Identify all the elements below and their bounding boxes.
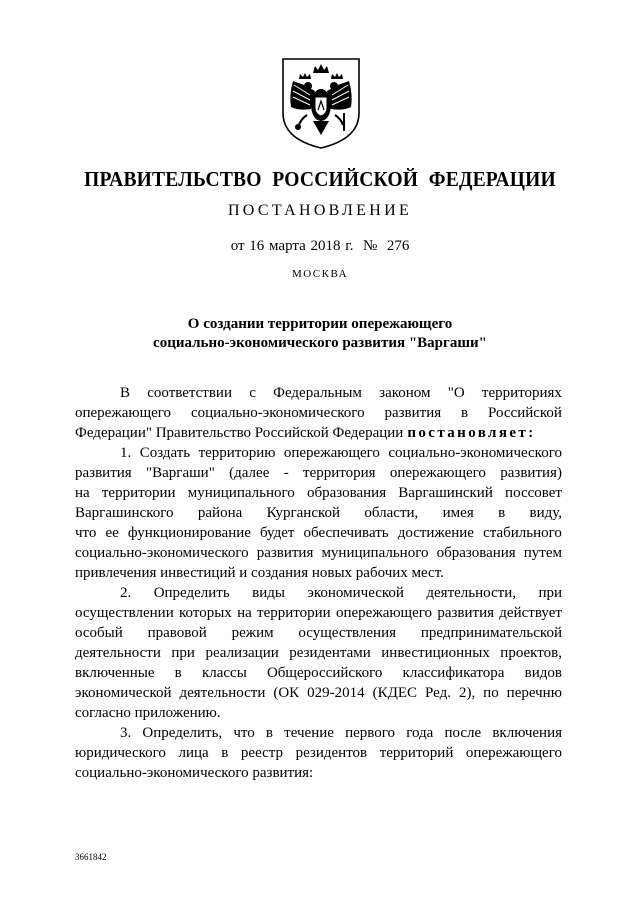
body-word: поссовет — [505, 485, 562, 501]
body-word: ее — [105, 525, 119, 541]
body-word: территории — [101, 485, 176, 501]
body-word: осуществлении — [75, 605, 174, 621]
body-word: деятельности, — [426, 585, 516, 601]
body-word: опережающего — [335, 605, 433, 621]
body-word: экономической — [75, 685, 172, 701]
body-line — [75, 383, 562, 403]
body-word: что — [75, 525, 97, 541]
body-word: В — [120, 385, 131, 401]
body-word: включения — [492, 725, 562, 741]
body-word: при — [538, 585, 562, 601]
body-word: резидентов — [295, 745, 368, 761]
body-word: в — [461, 405, 469, 421]
body-line — [75, 643, 562, 663]
body-word: Курганской — [266, 505, 341, 521]
body-word: развития — [75, 465, 132, 481]
body-line — [75, 423, 562, 443]
body-word: по — [483, 685, 499, 701]
body-word: 2), — [458, 685, 476, 701]
body-word: района — [197, 505, 243, 521]
body-text-segment: социально-экономического развития: — [75, 765, 314, 781]
body-word: путем — [523, 545, 562, 561]
body-word: соответствии — [147, 385, 232, 401]
body-word: деятельности — [179, 685, 266, 701]
body-line — [75, 503, 562, 523]
body-word: развития — [256, 545, 314, 561]
body-word: развития) — [500, 465, 562, 481]
document-city: МОСКВА — [291, 268, 349, 280]
body-word: муниципального — [321, 545, 429, 561]
body-word: функционирование — [127, 525, 251, 541]
body-word: Общероссийского — [266, 665, 383, 681]
body-word: года — [406, 725, 434, 741]
body-word: территориях — [481, 385, 562, 401]
body-word: 029-2014 — [307, 685, 365, 701]
body-line — [75, 563, 562, 583]
body-word: реестр — [240, 745, 284, 761]
body-line — [75, 623, 562, 643]
body-word: классификатора — [402, 665, 505, 681]
body-word: будет — [260, 525, 295, 541]
body-word: проектов, — [500, 645, 562, 661]
body-word: Российской — [488, 405, 562, 421]
body-line — [75, 583, 562, 603]
body-word: развития — [437, 605, 495, 621]
body-word: резидентами — [289, 645, 371, 661]
body-word: в — [498, 505, 506, 521]
body-line — [75, 523, 562, 543]
body-word: классы — [201, 665, 247, 681]
body-word: "Варгаши" — [146, 465, 215, 481]
body-word: после — [444, 725, 482, 741]
body-word: Ред. — [424, 685, 451, 701]
body-word: течение — [284, 725, 334, 741]
body-word: территория — [303, 465, 376, 481]
body-word: при — [171, 645, 195, 661]
body-word: развития — [384, 405, 442, 421]
body-word: достижение — [397, 525, 474, 541]
body-word: осуществления — [298, 625, 397, 641]
body-word: (КДЕС — [372, 685, 418, 701]
body-word: предпринимательской — [420, 625, 562, 641]
body-word: области, — [364, 505, 419, 521]
body-line — [75, 683, 562, 703]
body-word: инвестиционных — [381, 645, 490, 661]
body-word: видов — [524, 665, 562, 681]
body-word: действует — [499, 605, 562, 621]
body-word: Варгашинского — [75, 505, 174, 521]
body-word: на — [75, 485, 90, 501]
body-word: юридического — [75, 745, 166, 761]
body-word: 3. — [120, 725, 132, 741]
body-line — [75, 723, 562, 743]
subject-line-2: социально-экономического развития "Варгаши" — [153, 335, 487, 351]
body-word: особый — [75, 625, 123, 641]
body-word: Варгашинский — [398, 485, 493, 501]
body-line — [75, 403, 562, 423]
body-word: имея — [442, 505, 474, 521]
body-word: социально-экономического — [190, 405, 365, 421]
body-word: территорий — [379, 745, 454, 761]
body-line — [75, 603, 562, 623]
body-word: Создать — [139, 445, 191, 461]
document-date-number: от 16 марта 2018 г. № 276 — [230, 238, 410, 254]
body-word: образования — [306, 485, 387, 501]
body-word: опережающего — [465, 745, 562, 761]
body-word: Федеральным — [273, 385, 362, 401]
body-word: "О — [447, 385, 465, 401]
body-word: первого — [345, 725, 396, 741]
document-subject — [0, 315, 640, 353]
body-line — [75, 463, 562, 483]
body-word: экономической — [307, 585, 404, 601]
body-word: реализации — [205, 645, 279, 661]
document-body — [75, 383, 562, 783]
body-word: Определить, — [142, 725, 223, 741]
body-line — [75, 703, 562, 723]
body-word: территорию — [198, 445, 276, 461]
body-text-segment: привлечения инвестиций и создания новых рабочих мест. — [75, 565, 444, 581]
resolution-keyword: постановляет: — [407, 425, 536, 441]
body-line — [75, 483, 562, 503]
body-word: законом — [379, 385, 431, 401]
body-line — [75, 443, 562, 463]
body-text-segment: Федерации" Правительство Российской Федерации — [75, 425, 404, 441]
body-line — [75, 763, 562, 783]
body-line — [75, 663, 562, 683]
body-word: (далее — [229, 465, 270, 481]
body-word: в — [221, 745, 229, 761]
body-line — [75, 743, 562, 763]
document-code: 3661842 — [75, 852, 107, 862]
body-word: режим — [231, 625, 274, 641]
body-word: виду, — [529, 505, 562, 521]
body-word: образования — [436, 545, 516, 561]
body-word: деятельности — [75, 645, 161, 661]
coat-of-arms-emblem — [277, 55, 365, 151]
body-word: которых — [179, 605, 232, 621]
body-word: лица — [178, 745, 209, 761]
body-word: - — [283, 465, 289, 481]
body-word: в — [174, 665, 182, 681]
body-word: опережающего — [283, 445, 380, 461]
body-word: обеспечивать — [303, 525, 389, 541]
body-word: включенные — [75, 665, 155, 681]
body-word: перечню — [506, 685, 562, 701]
body-word: опережающего — [389, 465, 486, 481]
body-word: с — [249, 385, 256, 401]
body-word: правовой — [147, 625, 207, 641]
body-word: что — [233, 725, 255, 741]
body-word: социально-экономического — [75, 545, 249, 561]
body-word: территории — [257, 605, 331, 621]
body-word: муниципального — [187, 485, 295, 501]
body-word: на — [237, 605, 252, 621]
body-line — [75, 543, 562, 563]
body-word: социально-экономического — [388, 445, 562, 461]
body-word: опережающего — [75, 405, 172, 421]
document-type: ПОСТАНОВЛЕНИЕ — [227, 202, 413, 219]
government-title: ПРАВИТЕЛЬСТВО РОССИЙСКОЙ ФЕДЕРАЦИИ — [84, 167, 556, 191]
body-word: (ОК — [273, 685, 300, 701]
subject-line-1: О создании территории опережающего — [187, 316, 453, 332]
body-word: в — [265, 725, 273, 741]
body-word: 1. — [120, 445, 132, 461]
body-text-segment: согласно приложению. — [75, 705, 221, 721]
body-word: виды — [252, 585, 285, 601]
body-word: 2. — [120, 585, 132, 601]
body-word: стабильного — [483, 525, 562, 541]
body-word: Определить — [153, 585, 230, 601]
